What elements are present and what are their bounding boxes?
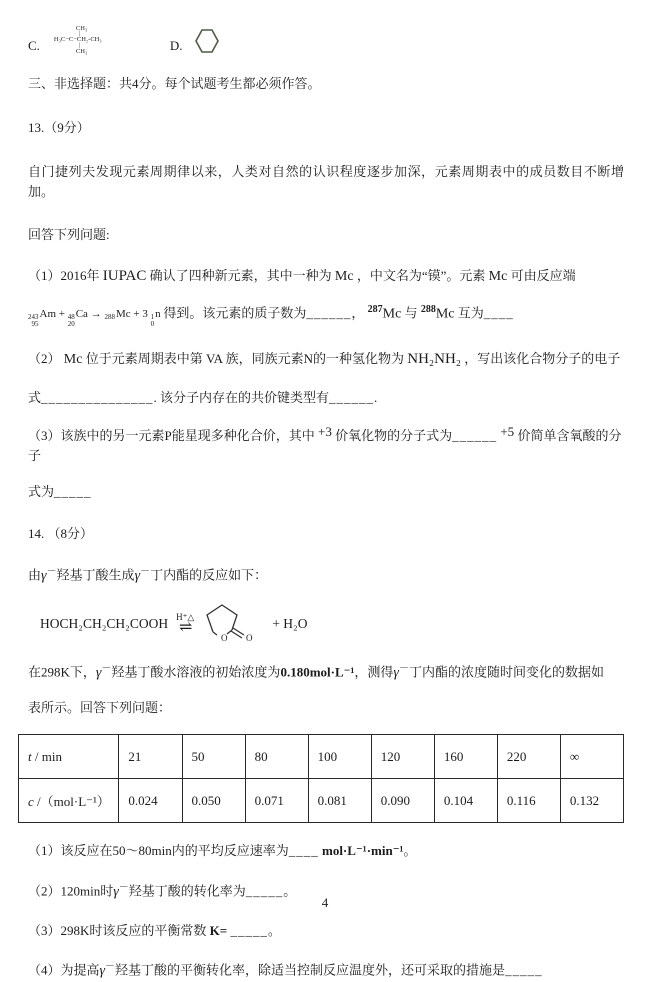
q13-part3-line1: [28, 423, 624, 466]
q13-eq-text3: 互为: [457, 305, 484, 321]
concentration-cell: 0.071: [245, 779, 308, 823]
gamma-minus: －: [105, 960, 116, 972]
symbol-mc: Mc: [115, 308, 131, 321]
gamma-minus: －: [101, 663, 112, 675]
butyrolactone-ring-structure: [202, 602, 266, 646]
hydrazine-formula: NH₂NH₂: [407, 351, 462, 368]
time-header-cell: [19, 735, 119, 779]
time-cell: 21: [119, 735, 182, 779]
q13-p1-text3: ，中文名为“镆”。元素: [356, 267, 486, 283]
q14-intro-text3: 丁内酯的反应如下：: [150, 567, 268, 583]
section-heading: 三、非选择题：共4分。每个试题考生都必须作答。: [28, 76, 321, 91]
q13-prompt: 回答下列问题:: [28, 226, 110, 242]
q14-s2-text2: 羟基丁酸的转化率为: [128, 882, 246, 898]
q14-s3-text2: 。: [267, 922, 281, 938]
concentration-header-cell: [19, 779, 119, 823]
element-mc-symbol: Mc: [334, 268, 354, 284]
answer-blank: ______: [306, 305, 352, 321]
q14-header: 14. （8分）: [28, 526, 94, 542]
q13-p2-text7: .: [374, 389, 378, 405]
q14-desc-text2: 羟基丁酸水溶液的初始浓度为: [111, 664, 281, 680]
q14-description-line2: [28, 698, 624, 718]
time-cell: 160: [434, 735, 497, 779]
carbonyl-oxygen-label: O: [246, 633, 253, 644]
reaction-scheme: [40, 601, 624, 647]
gamma-minus: －: [118, 881, 129, 893]
nuclide-mc-288: 288: [104, 313, 115, 322]
answer-blank: _______________: [41, 389, 154, 405]
q13-nuclear-equation-line: [28, 302, 624, 328]
q14-s2-text3: 。: [283, 882, 297, 898]
gamma-minus: －: [46, 566, 57, 578]
time-cell: 100: [308, 735, 371, 779]
concentration-cell: 0.050: [182, 779, 245, 823]
structure-c-bottom-methyl: CH₃: [75, 48, 88, 55]
answer-blank: ______: [452, 427, 498, 443]
option-c-label: C.: [28, 38, 40, 53]
time-cell: 220: [497, 735, 560, 779]
nuclide-am-243: 243 95: [28, 313, 39, 329]
concentration-symbol: c: [28, 794, 34, 810]
plus-water: + H₂O: [272, 616, 308, 632]
q13-p2-text3: 族，同族元素N的一种氢化物为: [225, 351, 404, 367]
q13-part2-line2: [28, 388, 624, 408]
element-mc-symbol: Mc: [435, 306, 455, 322]
equilibrium-constant-label: K=: [209, 922, 228, 938]
answer-blank: _____: [230, 922, 268, 938]
nuclear-equation: [28, 308, 163, 329]
answer-blank: ____: [288, 843, 319, 859]
q13-p1-text2: 确认了四种新元素，其中一种为: [149, 267, 332, 283]
gamma-minus: －: [398, 663, 409, 675]
plus-3-coefficient: + 3: [133, 308, 148, 321]
gamma-symbol: γ: [95, 665, 102, 681]
q13-p3-text1: （3）该族中的另一元素P能星现多种化合价，其中: [28, 427, 315, 443]
q13-p2-text5: 式: [28, 389, 42, 405]
table-row-time: [19, 735, 624, 779]
table-row-concentration: [19, 779, 624, 823]
element-mc-symbol: Mc: [382, 306, 402, 322]
structure-c-backbone: H₃C−C−CH₂-CH₃: [53, 36, 102, 43]
q14-sub1: [28, 841, 624, 861]
gamma-symbol: γ: [134, 568, 141, 584]
q13-eq-text2: 与: [404, 305, 418, 321]
q13-part2-line1: [28, 348, 624, 371]
q14-s3-text1: （3）298K时该反应的平衡常数: [28, 922, 207, 938]
mass-287: 287: [367, 303, 383, 315]
option-d-label: D.: [169, 38, 183, 53]
time-cell: 120: [371, 735, 434, 779]
q13-p2-text6: . 该分子内存在的共价键类型有: [153, 389, 330, 405]
ring-oxygen-label: O: [221, 633, 228, 644]
q13-part1-line1: [28, 265, 624, 288]
q14-s4-text2: 羟基丁酸的平衡转化率，除适当控制反应温度外，还可采取的措施是: [115, 962, 506, 978]
nuclide-ca-48: 48 20: [67, 313, 75, 329]
q13-p2-text2: 位于元素周期表中第: [85, 351, 203, 367]
q13-eq-text1: 得到。该元素的质子数为: [163, 305, 307, 321]
q14-intro-text1: 由: [28, 567, 42, 583]
q14-s4-text1: （4）为提高: [28, 962, 100, 978]
concentration-cell: 0.090: [371, 779, 434, 823]
q13-part3-line2: [28, 482, 624, 502]
equilibrium-symbol: ⇌: [179, 618, 192, 636]
reaction-arrow: →: [90, 308, 102, 321]
nuclide-n-1: 1 0: [150, 313, 155, 329]
rate-unit: mol·L⁻¹·min⁻¹: [321, 843, 404, 859]
mass-288: 288: [420, 303, 436, 315]
concentration-cell: 0.024: [119, 779, 182, 823]
q13-intro: 自门捷列夫发现元素周期律以来，人类对自然的认识程度逐步加深，元素周期表中的成员数目不断增加。: [28, 164, 624, 200]
comma: ，: [351, 305, 365, 321]
gamma-minus: －: [140, 566, 151, 578]
concentration-cell: 0.132: [560, 779, 623, 823]
q14-desc-text5: 表所示。回答下列问题：: [28, 700, 172, 716]
initial-concentration: 0.180mol·L⁻¹: [280, 664, 355, 680]
time-symbol: t: [28, 748, 32, 764]
q13-p3-text2: 价氧化物的分子式为: [335, 427, 453, 443]
options-row: [28, 26, 624, 60]
answer-blank: _____: [245, 882, 284, 898]
time-cell: 80: [245, 735, 308, 779]
valence-plus3: +3: [317, 423, 332, 439]
concentration-unit: /（mol·L⁻¹）: [33, 794, 110, 810]
q14-desc-text3: ，测得: [354, 664, 394, 680]
concentration-cell: 0.081: [308, 779, 371, 823]
concentration-cell: 0.104: [434, 779, 497, 823]
plus-sign: +: [58, 308, 65, 321]
gamma-symbol: γ: [41, 568, 47, 584]
q14-sub4: [28, 959, 624, 982]
q14-desc-text1: 在298K下，: [28, 664, 96, 680]
element-mc-symbol: Mc: [488, 268, 508, 284]
q14-s1-text2: 。: [403, 843, 417, 859]
gamma-symbol: γ: [99, 963, 106, 979]
gamma-symbol: γ: [393, 665, 399, 681]
q13-p2-text1: （2）: [28, 351, 61, 367]
q13-p2-text4: ，写出该化合物分子的电子: [464, 351, 621, 367]
q14-intro-text2: 羟基丁酸生成: [56, 567, 135, 583]
q14-desc-text4: 丁内酯的浓度随时间变化的数据如: [408, 664, 604, 680]
q13-p3-text4: 式为: [28, 483, 55, 499]
q13-p1-text4: 可由反应端: [510, 267, 576, 283]
equilibrium-arrows: [176, 613, 194, 636]
time-unit: / min: [31, 748, 62, 764]
q13-p1-text1: （1）2016年: [28, 267, 100, 283]
structure-c-top-methyl: CH₃: [75, 25, 88, 32]
answer-blank: ____: [483, 305, 514, 321]
q14-description-line1: [28, 661, 624, 684]
symbol-am: Am: [39, 308, 56, 321]
iupac-label: IUPAC: [102, 267, 147, 284]
q13-header: 13.（9分）: [28, 120, 90, 136]
time-cell: 50: [182, 735, 245, 779]
answer-blank: _____: [505, 962, 543, 978]
group-va-label: VA: [205, 351, 223, 367]
element-mc-symbol: Mc: [63, 352, 83, 368]
option-c-structure: [50, 26, 130, 56]
valence-plus5: +5: [500, 423, 515, 439]
q14-s1-text1: （1）该反应在50～80min内的平均反应速率为: [28, 843, 289, 859]
q14-intro: [28, 564, 624, 587]
page-number: 4: [321, 895, 329, 910]
answer-blank: _____: [54, 483, 92, 499]
reactant-formula: HOCH₂CH₂CH₂COOH: [40, 616, 169, 632]
structure-c-bond-top: |: [78, 31, 81, 37]
answer-blank: ______: [329, 389, 375, 405]
q14-s2-text1: （2）120min时: [28, 882, 114, 898]
q14-sub3: [28, 921, 624, 941]
structure-c-bond-bottom: |: [78, 43, 81, 49]
concentration-data-table: [18, 734, 624, 823]
gamma-symbol: γ: [113, 883, 119, 899]
cyclohexane-ring-icon: [193, 28, 221, 54]
reaction-condition: H⁺△: [176, 611, 195, 622]
time-cell-infinity: ∞: [560, 735, 623, 779]
concentration-cell: 0.116: [497, 779, 560, 823]
symbol-n: n: [155, 308, 161, 321]
q13-p3-text3: 价简单含氧酸的分子: [28, 427, 622, 463]
symbol-ca: Ca: [75, 308, 88, 321]
